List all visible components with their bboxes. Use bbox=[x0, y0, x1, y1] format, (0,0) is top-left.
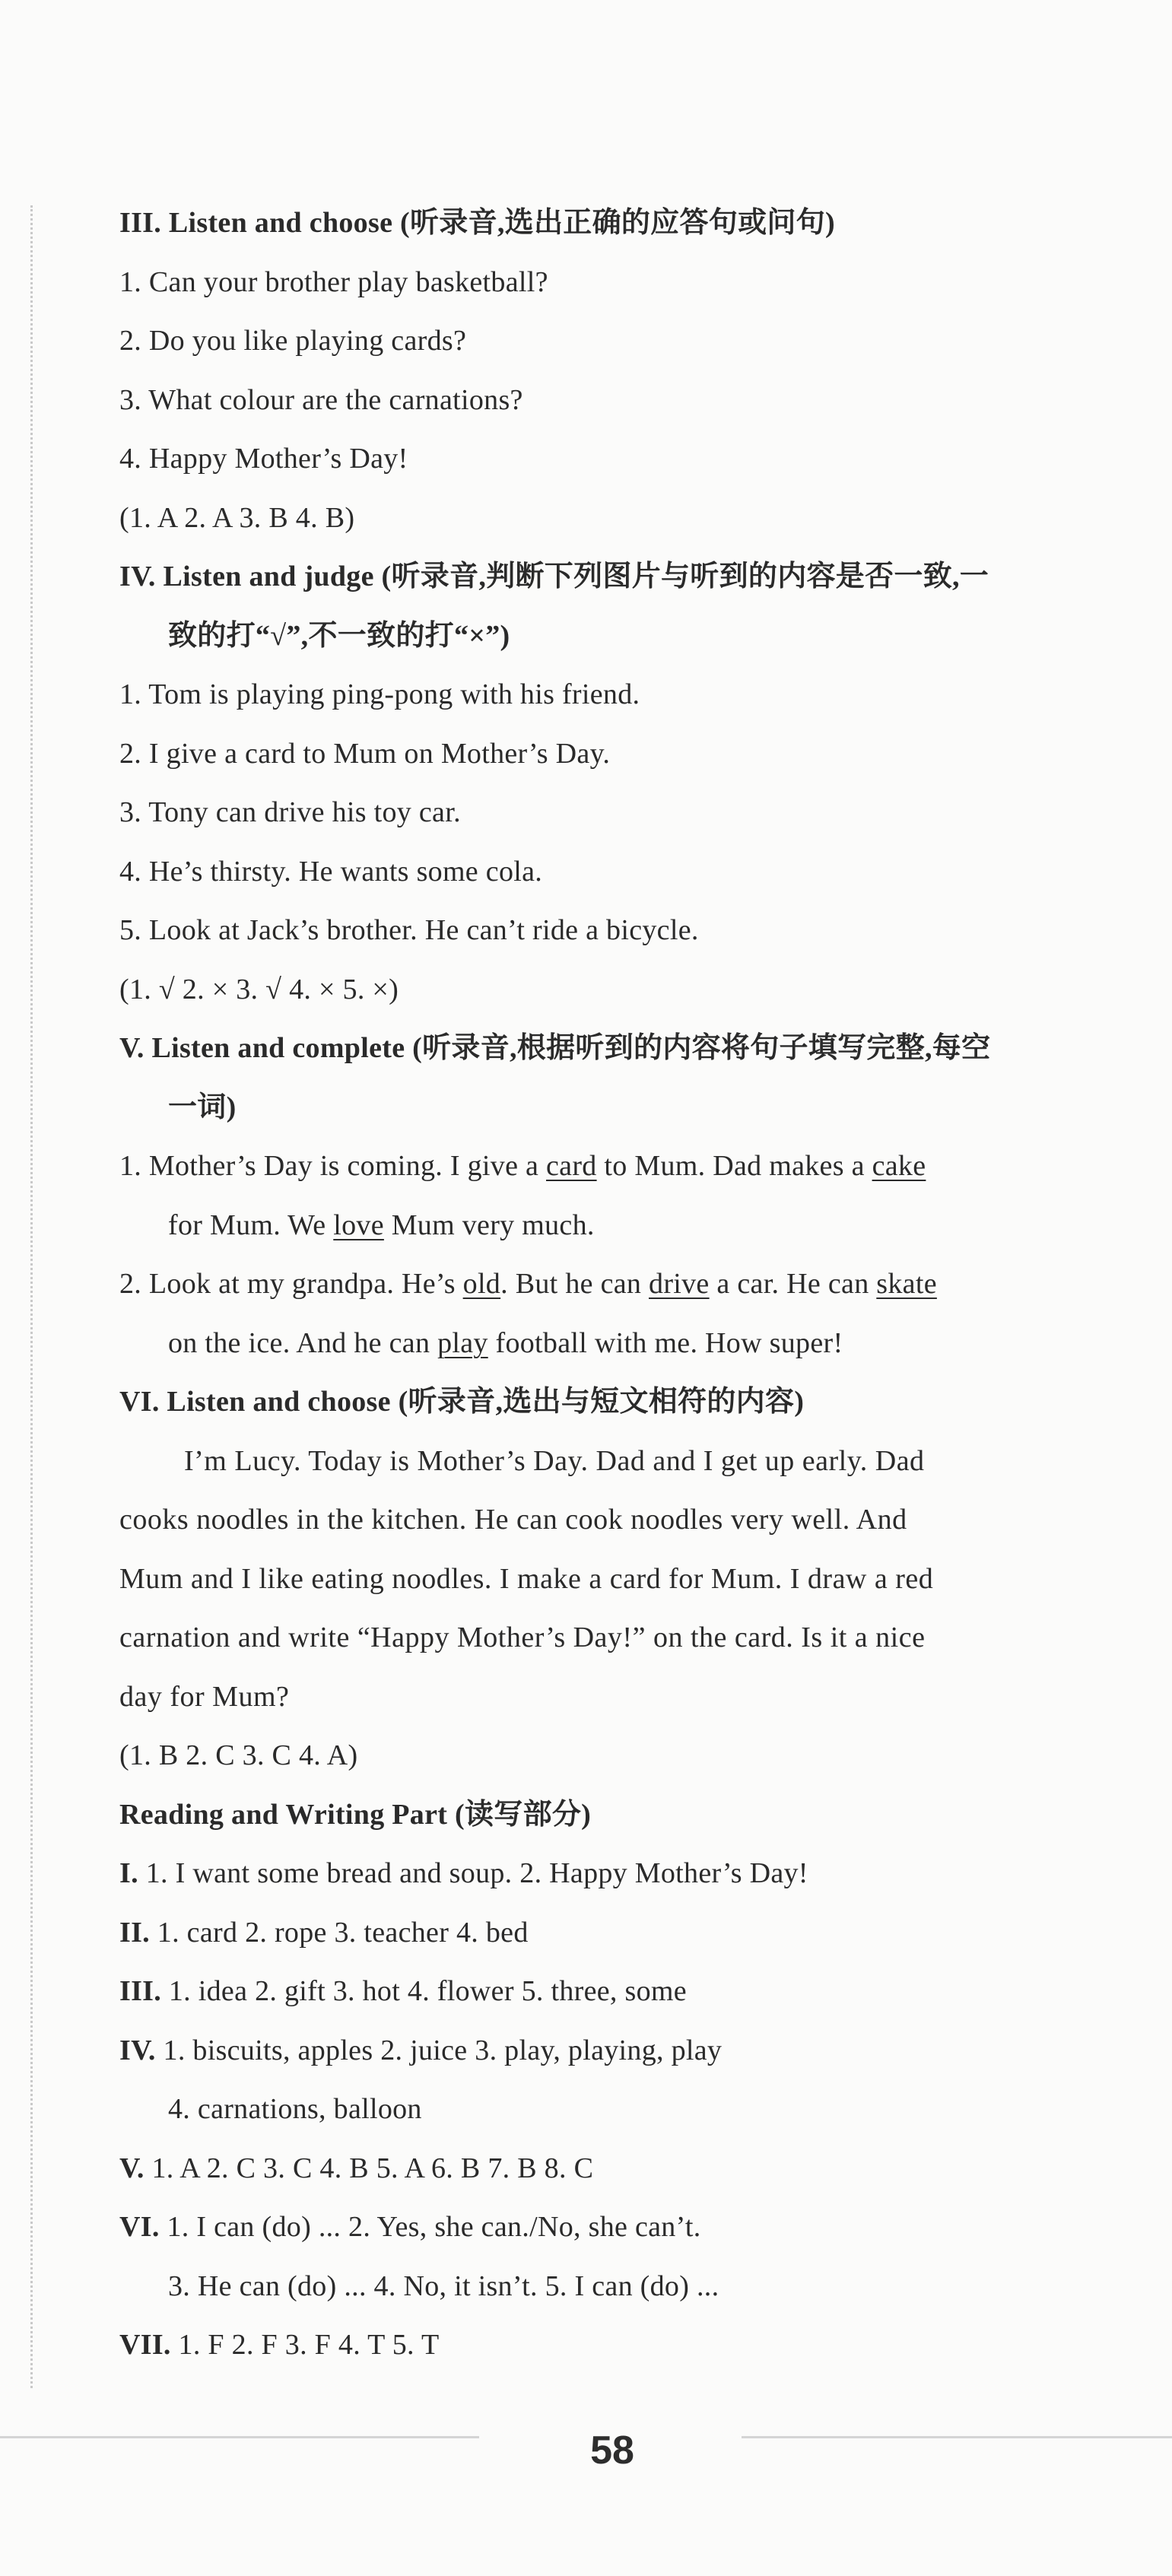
answer-word: love bbox=[333, 1209, 384, 1241]
section-4-line: 1. Tom is playing ping-pong with his friend. bbox=[119, 678, 640, 710]
footer-rule-right bbox=[742, 2436, 1172, 2438]
section-4-line: 3. Tony can drive his toy car. bbox=[119, 796, 461, 828]
answer-word: play bbox=[437, 1326, 488, 1359]
section-5-title: V. Listen and complete (听录音,根据听到的内容将句子填写完整,每空 bbox=[119, 1032, 991, 1064]
section-4-title-cont: 致的打“√”,不一致的打“×”) bbox=[168, 619, 510, 652]
section-4-title: IV. Listen and judge (听录音,判断下列图片与听到的内容是否一致,一 bbox=[119, 561, 989, 592]
rw-item: 3. He can (do) ... 4. No, it isn’t. 5. I can (do) ... bbox=[168, 2269, 719, 2302]
answer-word: drive bbox=[649, 1268, 710, 1300]
section-4-line: 2. I give a card to Mum on Mother’s Day. bbox=[119, 737, 611, 770]
answer-word: old bbox=[462, 1268, 501, 1300]
binding-margin-dots bbox=[30, 205, 33, 2388]
rw-item: VI. 1. I can (do) ... 2. Yes, she can./No, she can’t. bbox=[119, 2211, 701, 2243]
section-5-q1-line1: 1. Mother’s Day is coming. I give a card to Mum. Dad makes a cake bbox=[119, 1150, 926, 1182]
section-3-line: 1. Can your brother play basketball? bbox=[119, 265, 548, 298]
section-4-line: 4. He’s thirsty. He wants some cola. bbox=[119, 855, 543, 888]
rw-item: I. 1. I want some bread and soup. 2. Happy Mother’s Day! bbox=[119, 1857, 808, 1889]
rw-item: 4. carnations, balloon bbox=[168, 2093, 422, 2125]
rw-item: VII. 1. F 2. F 3. F 4. T 5. T bbox=[119, 2329, 440, 2361]
page-number: 58 bbox=[590, 2428, 634, 2473]
footer-rule-left bbox=[0, 2436, 479, 2438]
answer-key-content bbox=[119, 194, 1101, 2375]
passage-line: I’m Lucy. Today is Mother’s Day. Dad and I get up early. Dad bbox=[184, 1444, 925, 1477]
passage-line: cooks noodles in the kitchen. He can cook noodles very well. And bbox=[119, 1504, 907, 1536]
passage-line: carnation and write “Happy Mother’s Day!” on the card. Is it a nice bbox=[119, 1622, 926, 1653]
passage-line: day for Mum? bbox=[119, 1680, 290, 1713]
section-3-line: 2. Do you like playing cards? bbox=[119, 325, 467, 357]
rw-item: V. 1. A 2. C 3. C 4. B 5. A 6. B 7. B 8. C bbox=[119, 2152, 594, 2184]
section-4-line: 5. Look at Jack’s brother. He can’t ride a bicycle. bbox=[119, 914, 699, 946]
reading-writing-title: Reading and Writing Part (读写部分) bbox=[119, 1798, 592, 1831]
answer-word: card bbox=[546, 1150, 597, 1182]
section-5-q2-line2: on the ice. And he can play football with me. How super! bbox=[168, 1326, 843, 1359]
section-6-title: VI. Listen and choose (听录音,选出与短文相符的内容) bbox=[119, 1386, 805, 1418]
answer-word: skate bbox=[876, 1268, 937, 1300]
section-5-q2-line1: 2. Look at my grandpa. He’s old. But he can drive a car. He can skate bbox=[119, 1268, 937, 1300]
section-3-answers: (1. A 2. A 3. B 4. B) bbox=[119, 501, 355, 534]
answer-word: cake bbox=[872, 1150, 926, 1182]
section-3-title: III. Listen and choose (听录音,选出正确的应答句或问句) bbox=[119, 207, 835, 239]
section-6-answers: (1. B 2. C 3. C 4. A) bbox=[119, 1739, 358, 1771]
passage-line: Mum and I like eating noodles. I make a card for Mum. I draw a red bbox=[119, 1562, 934, 1595]
rw-item: II. 1. card 2. rope 3. teacher 4. bed bbox=[119, 1916, 529, 1949]
section-3-line: 3. What colour are the carnations? bbox=[119, 383, 523, 416]
rw-item: III. 1. idea 2. gift 3. hot 4. flower 5. three, some bbox=[119, 1975, 687, 2007]
rw-item: IV. 1. biscuits, apples 2. juice 3. play, playing, play bbox=[119, 2034, 723, 2066]
section-5-q1-line2: for Mum. We love Mum very much. bbox=[168, 1209, 595, 1241]
section-3-line: 4. Happy Mother’s Day! bbox=[119, 443, 408, 475]
section-5-title-cont: 一词) bbox=[168, 1091, 237, 1123]
section-4-answers: (1. √ 2. × 3. √ 4. × 5. ×) bbox=[119, 973, 399, 1005]
